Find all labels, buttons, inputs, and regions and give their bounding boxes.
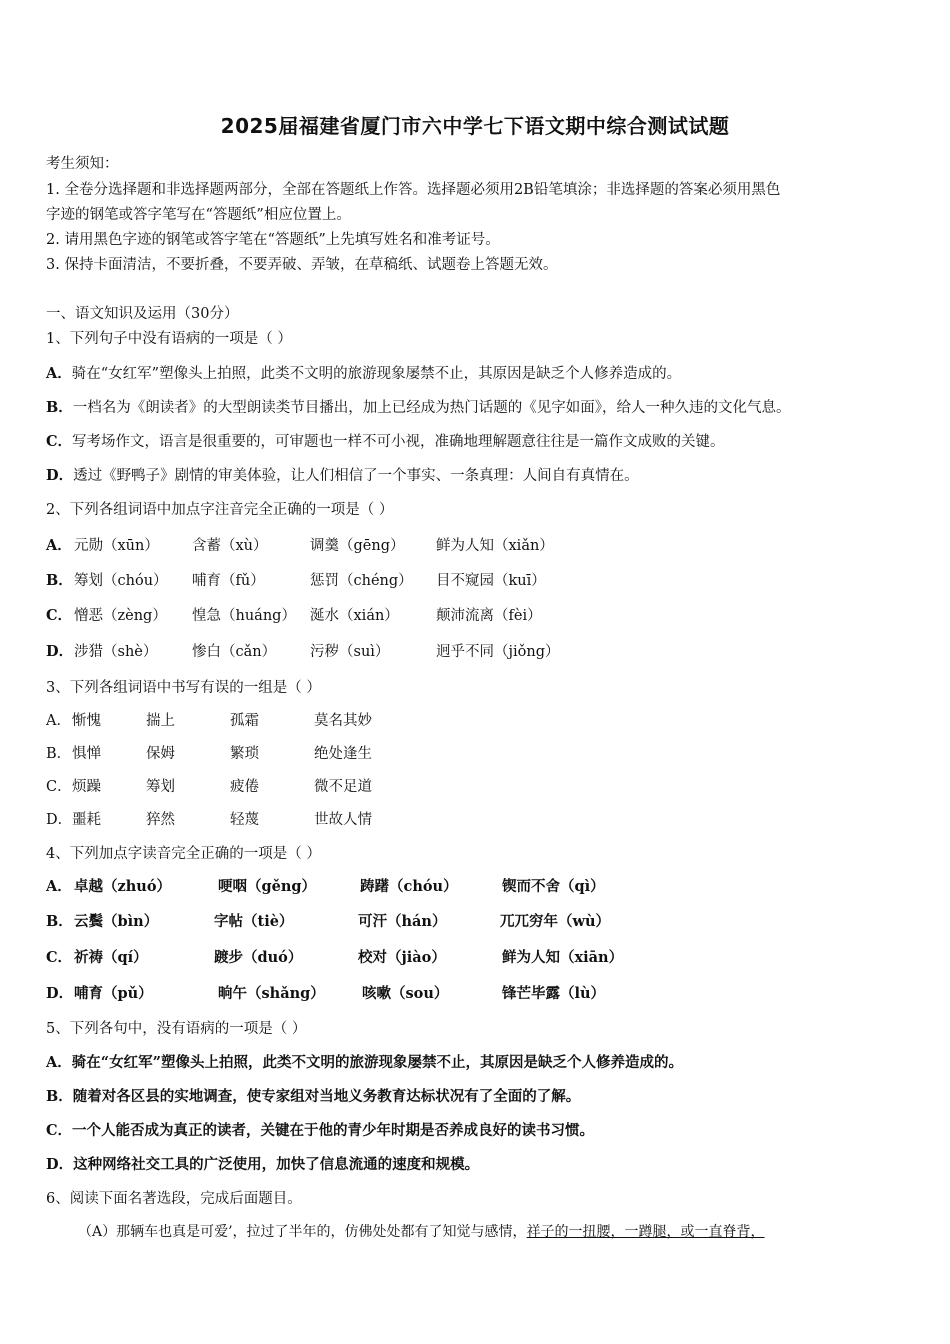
option-item: 涉猎（shè） [74,644,158,660]
option-item: 哺育（pǔ） [74,985,153,1002]
option-item: 锲而不舍（qì） [502,878,605,895]
option-item: 烦躁 [72,779,101,795]
option-item: 卓越（zhuó） [74,878,171,895]
option-label: C． [46,1122,73,1139]
option-text: 写考场作文，语言是很重要的，可审题也一样不可小视，准确地理解题意往往是一篇作文成败的关键。 [72,434,725,450]
question-5-stem: 5、下列各句中，没有语病的一项是（ ） [46,1021,307,1037]
option-item: 鲜为人知（xiǎn） [436,538,554,554]
option-item: 踱步（duó） [214,949,303,966]
option-item: 颠沛流离（fèi） [436,608,542,624]
option-item: 元勋（xūn） [74,538,159,554]
option-label: B． [46,399,73,416]
option-item: 筹划 [146,779,175,795]
notice-item: 1. 全卷分选择题和非选择题两部分，全部在答题纸上作答。选择题必须用2B铅笔填涂；非选择题的答案必须用黑色 [46,182,781,198]
option-label: C． [46,433,73,450]
option-label: A． [46,537,72,554]
option-text: 骑在“女红军”塑像头上拍照，此类不文明的旅游现象屡禁不止，其原因是缺乏个人修养造成的。 [71,1054,683,1071]
section-heading: 一、语文知识及运用（30分） [46,306,239,322]
option-item: 可汗（hán） [358,913,447,930]
option-text: 透过《野鸭子》剧情的审美体验，让人们相信了一个事实、一条真理：人间自有真情在。 [73,468,639,484]
option-text: 一档名为《朗读者》的大型朗读类节目播出，加上已经成为热门话题的《见字如面》，给人一种久违的文化气息。 [72,400,791,416]
notice-item: 3. 保持卡面清洁，不要折叠，不要弄破、弄皱，在草稿纸、试题卷上答题无效。 [46,257,558,273]
option-label: D． [46,812,73,828]
question-1-stem: 1、下列句子中没有语病的一项是（ ） [46,331,292,347]
option-label: C． [46,607,73,624]
option-label: C． [46,949,73,966]
option-item: 兀兀穷年（wù） [500,913,611,930]
option-item: 猝然 [146,812,175,828]
option-item: 莫名其妙 [314,713,372,729]
option-label: D． [46,985,74,1002]
question-4-stem: 4、下列加点字读音完全正确的一项是（ ） [46,846,321,862]
option-label: D． [46,1156,74,1173]
option-item: 咳嗽（sou） [362,985,449,1002]
q5-option-a [46,1051,683,1072]
q5-option-b [46,1085,580,1106]
option-item: 揣上 [146,713,175,729]
q1-option-d [46,464,639,485]
option-item: 目不窥园（kuī） [436,573,546,589]
option-item: 污秽（suì） [310,644,390,660]
question-6-stem: 6、阅读下面名著选段，完成后面题目。 [46,1191,302,1207]
option-text: 这种网络社交工具的广泛使用，加快了信息流通的速度和规模。 [73,1156,480,1173]
option-item: 祈祷（qí） [74,949,148,966]
option-item: 含蓄（xù） [192,538,268,554]
question-2-stem: 2、下列各组词语中加点字注音完全正确的一项是（ ） [46,502,394,518]
option-item: 微不足道 [314,779,372,795]
option-item: 字帖（tiè） [214,913,294,930]
option-item: 惧惮 [72,746,101,762]
option-label: B． [46,913,73,930]
option-label: B． [46,1088,73,1105]
option-item: 惨白（cǎn） [192,644,277,660]
question-3-stem: 3、下列各组词语中书写有误的一组是（ ） [46,680,321,696]
passage-a [78,1221,765,1241]
q1-option-c [46,430,725,451]
option-item: 踌躇（chóu） [360,878,458,895]
notice-item: 2. 请用黑色字迹的钢笔或答字笔在“答题纸”上先填写姓名和准考证号。 [46,232,500,248]
notice-heading: 考生须知： [46,156,119,172]
option-text: 骑在“女红军”塑像头上拍照，此类不文明的旅游现象屡禁不止，其原因是缺乏个人修养造成的。 [71,366,682,382]
passage-text: （A）那辆车也真是可爱’，拉过了半年的，仿佛处处都有了知觉与感情， [78,1224,527,1240]
option-label: C． [46,779,72,795]
q5-option-d [46,1153,479,1174]
passage-underlined: 祥子的一扭腰，一蹲腿，或一直脊背， [526,1224,765,1240]
option-item: 惶急（huáng） [192,608,296,624]
option-item: 迥乎不同（jiǒng） [436,644,560,660]
option-label: B． [46,572,73,589]
option-label: A． [46,878,72,895]
option-text: 一个人能否成为真正的读者，关键在于他的青少年时期是否养成良好的读书习惯。 [72,1122,595,1139]
option-item: 筹划（chóu） [74,573,168,589]
option-item: 晌午（shǎng） [218,985,325,1002]
option-label: A． [46,713,71,729]
option-item: 惭愧 [72,713,101,729]
option-item: 世故人情 [314,812,372,828]
option-item: 哺育（fǔ） [192,573,265,589]
q1-option-b [46,396,791,417]
option-item: 调羹（gēng） [310,538,405,554]
option-item: 云鬓（bìn） [74,913,159,930]
notice-item: 字迹的钢笔或答字笔写在“答题纸”相应位置上。 [46,207,351,223]
option-item: 鲜为人知（xiān） [502,949,624,966]
option-item: 轻蔑 [230,812,259,828]
option-item: 校对（jiào） [358,949,446,966]
option-label: B． [46,746,72,762]
option-item: 疲倦 [230,779,259,795]
option-item: 憎恶（zèng） [74,608,167,624]
option-item: 绝处逢生 [314,746,372,762]
option-label: D． [46,643,74,660]
option-item: 孤霜 [230,713,259,729]
option-text: 随着对各区县的实地调查，使专家组对当地义务教育达标状况有了全面的了解。 [72,1088,581,1105]
option-label: D． [46,467,74,484]
option-label: A． [46,1054,72,1071]
option-item: 惩罚（chéng） [310,573,413,589]
q5-option-c [46,1119,594,1140]
option-item: 锋芒毕露（lù） [502,985,606,1002]
option-item: 哽咽（gěng） [218,878,317,895]
page-title: 2025届福建省厦门市六中学七下语文期中综合测试试题 [220,114,730,138]
q1-option-a [46,362,681,383]
option-item: 繁琐 [230,746,259,762]
option-item: 保姆 [146,746,175,762]
option-item: 噩耗 [72,812,101,828]
option-label: A． [46,365,72,382]
option-item: 涎水（xián） [310,608,399,624]
